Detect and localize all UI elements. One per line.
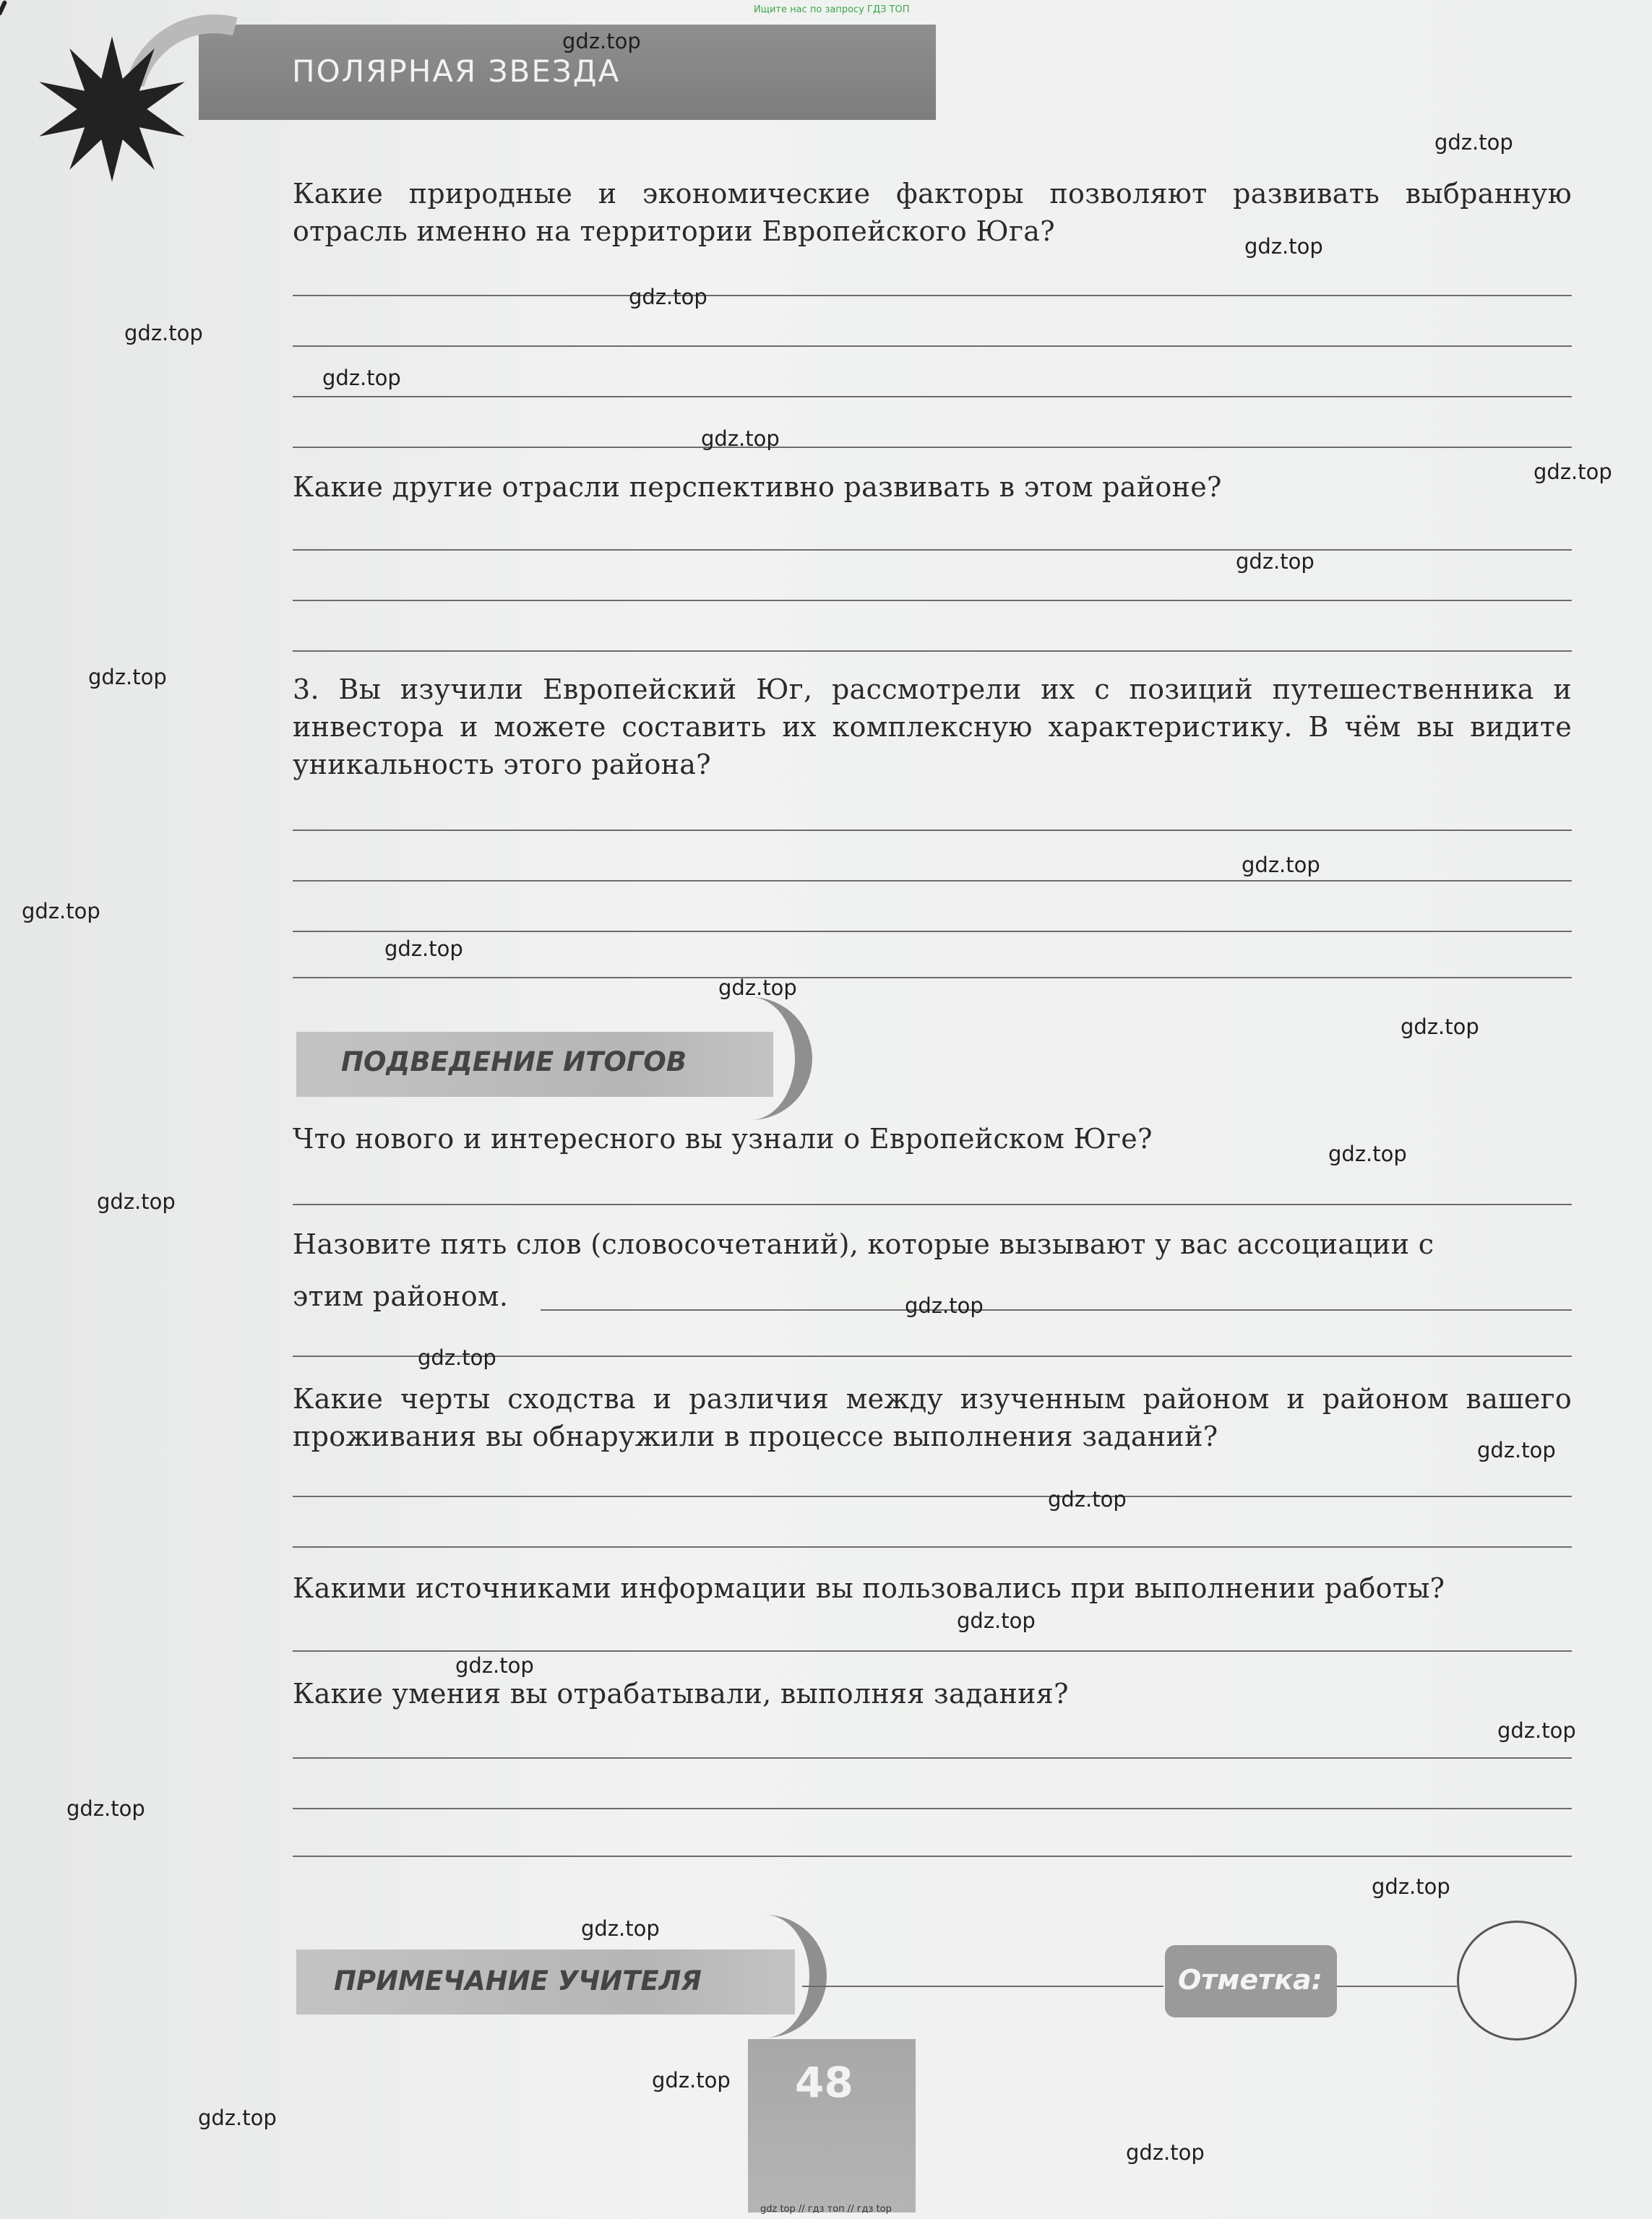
watermark: gdz.top (198, 2106, 277, 2130)
watermark: gdz.top (905, 1293, 984, 1318)
watermark: gdz.top (1048, 1487, 1127, 1512)
answer-line[interactable] (293, 1856, 1572, 1857)
watermark: gdz.top (1372, 1874, 1450, 1899)
watermark: gdz.top (1244, 234, 1323, 259)
question-factors: Какие природные и экономические факторы позволяют развивать выбранную отрасль именно на территории Европейского Юга? (293, 178, 1572, 247)
watermark: gdz.top (124, 321, 203, 345)
teacher-note-line[interactable] (802, 1986, 1163, 1987)
watermark: gdz.top (22, 899, 100, 923)
watermark: gdz.top (1497, 1718, 1576, 1743)
watermark: gdz.top (562, 29, 641, 53)
summary-question-words-cont: этим районом. (293, 1280, 509, 1312)
watermark: gdz.top (718, 975, 797, 1000)
watermark: gdz.top (418, 1345, 496, 1370)
watermark: gdz.top (97, 1189, 176, 1214)
summary-question-words: Назовите пять слов (словосочетаний), которые вызывают у вас ассоциации с (293, 1228, 1434, 1260)
watermark: gdz.top (581, 1916, 660, 1941)
answer-line[interactable] (293, 549, 1572, 551)
answer-line[interactable] (293, 1204, 1572, 1205)
answer-line[interactable] (293, 931, 1572, 932)
header-title: ПОЛЯРНАЯ ЗВЕЗДА (292, 53, 621, 89)
answer-line[interactable] (293, 447, 1572, 448)
watermark: gdz.top (1533, 460, 1612, 484)
watermark: gdz.top (88, 665, 167, 689)
summary-title: ПОДВЕДЕНИЕ ИТОГОВ (341, 1046, 687, 1077)
answer-line[interactable] (293, 1496, 1572, 1497)
watermark: gdz.top (701, 426, 780, 451)
watermark: gdz.top (322, 366, 401, 390)
watermark: gdz.top (957, 1608, 1036, 1633)
watermark: gdz.top (629, 285, 707, 309)
answer-line[interactable] (293, 1650, 1572, 1652)
answer-line[interactable] (293, 345, 1572, 347)
summary-question-new: Что нового и интересного вы узнали о Европейском Юге? (293, 1123, 1153, 1155)
summary-question-compare: Какие черты сходства и различия между изученным районом и районом вашего проживания вы обнаружили в процессе выполнения заданий? (293, 1383, 1572, 1452)
summary-question-sources: Какими источниками информации вы пользовались при выполнении работы? (293, 1572, 1445, 1604)
answer-line[interactable] (293, 396, 1572, 397)
teacher-note-title: ПРИМЕЧАНИЕ УЧИТЕЛЯ (334, 1965, 702, 1996)
answer-line[interactable] (541, 1309, 1572, 1311)
answer-line[interactable] (293, 880, 1572, 882)
grade-circle[interactable] (1457, 1921, 1577, 2041)
watermark: gdz.top (384, 936, 463, 961)
grade-label: Отметка: (1178, 1964, 1322, 1996)
answer-line[interactable] (293, 650, 1572, 652)
page-number: 48 (795, 2058, 853, 2107)
answer-line[interactable] (293, 1757, 1572, 1759)
question-uniqueness: 3. Вы изучили Европейский Юг, рассмотрели их с позиций путешественника и инвестора и можете составить их комплексную характеристику. В чём вы видите уникальность этого района? (293, 673, 1572, 780)
watermark: gdz.top (1126, 2140, 1205, 2165)
watermark: gdz.top (1401, 1014, 1479, 1039)
answer-line[interactable] (293, 295, 1572, 296)
bottom-note: gdz top // гдз топ // гдз top (760, 2204, 892, 2215)
answer-line[interactable] (293, 830, 1572, 831)
question-other-branches: Какие другие отрасли перспективно развивать в этом районе? (293, 471, 1222, 503)
answer-line[interactable] (293, 1546, 1572, 1548)
watermark: gdz.top (1236, 549, 1315, 574)
watermark: gdz.top (455, 1653, 534, 1678)
top-note: Ищите нас по запросу ГДЗ ТОП (754, 4, 910, 15)
watermark: gdz.top (652, 2068, 731, 2093)
answer-line[interactable] (293, 1808, 1572, 1809)
answer-line[interactable] (293, 977, 1572, 978)
watermark: gdz.top (1242, 853, 1320, 877)
watermark: gdz.top (66, 1796, 145, 1821)
polar-star-icon (36, 33, 188, 185)
watermark: gdz.top (1434, 130, 1513, 155)
answer-line[interactable] (293, 600, 1572, 601)
summary-question-skills: Какие умения вы отрабатывали, выполняя задания? (293, 1678, 1069, 1710)
watermark: gdz.top (1328, 1142, 1407, 1166)
grade-line (1337, 1986, 1457, 1987)
watermark: gdz.top (1477, 1438, 1556, 1462)
